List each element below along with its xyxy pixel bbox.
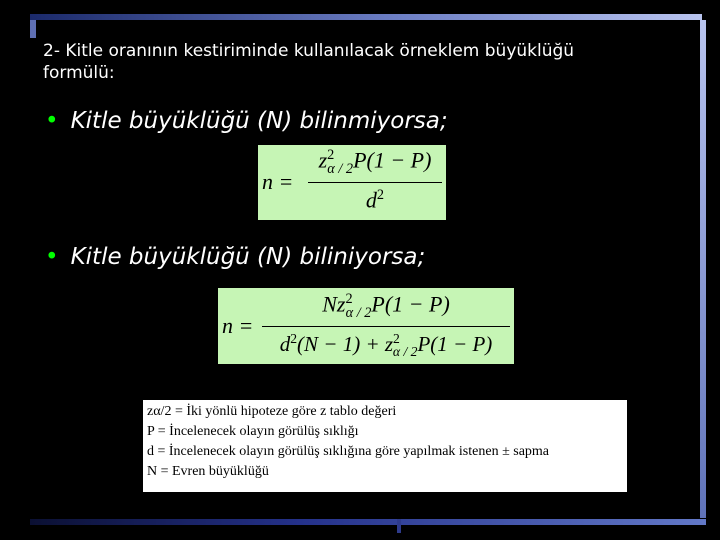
symbol-legend [143,400,627,492]
left-decorative-stub [30,20,36,38]
slide-title-line1: 2- Kitle oranının kestiriminde kullanılacak örneklem büyüklüğü [43,41,575,61]
formula-denominator: $d^2(N - 1) + z^2_{\alpha / 2}P(1 - P)$ [279,331,493,360]
bottom-decorative-stub [397,519,401,533]
formula-known-population [218,288,514,364]
top-decorative-bar [30,14,702,20]
slide-title [43,40,663,84]
formula-numerator: $Nz^2_{\alpha / 2}P(1 - P)$ [322,291,450,321]
bullet-text: Kitle büyüklüğü (N) biliniyorsa; [70,244,426,270]
formula-lhs: n = [222,313,254,338]
bullet-text: Kitle büyüklüğü (N) bilinmiyorsa; [70,108,448,134]
legend-item: zα/2 = İki yönlü hipoteze göre z tablo değeri [147,404,397,419]
legend-item: P = İncelenecek olayın görülüş sıklığı [147,424,359,439]
bullet-known-population [45,244,425,270]
bullet-dot: • [45,244,59,270]
legend-item: d = İncelenecek olayın görülüş sıklığına göre yapılmak istenen ± sapma [147,444,550,459]
legend-item: N = Evren büyüklüğü [147,464,269,479]
fraction-bar [262,326,510,327]
bullet-unknown-population [45,108,448,134]
formula-denominator: $d^2$ [365,187,385,213]
slide-title-line2: formülü: [43,63,115,83]
formula-lhs: n = [262,169,294,194]
fraction-bar [308,182,442,183]
bottom-decorative-bar [30,519,706,525]
formula-unknown-population [258,145,446,220]
bullet-dot: • [45,108,59,134]
right-decorative-bar [700,20,706,518]
formula-numerator: $z^2_{\alpha / 2}P(1 - P)$ [318,147,432,177]
